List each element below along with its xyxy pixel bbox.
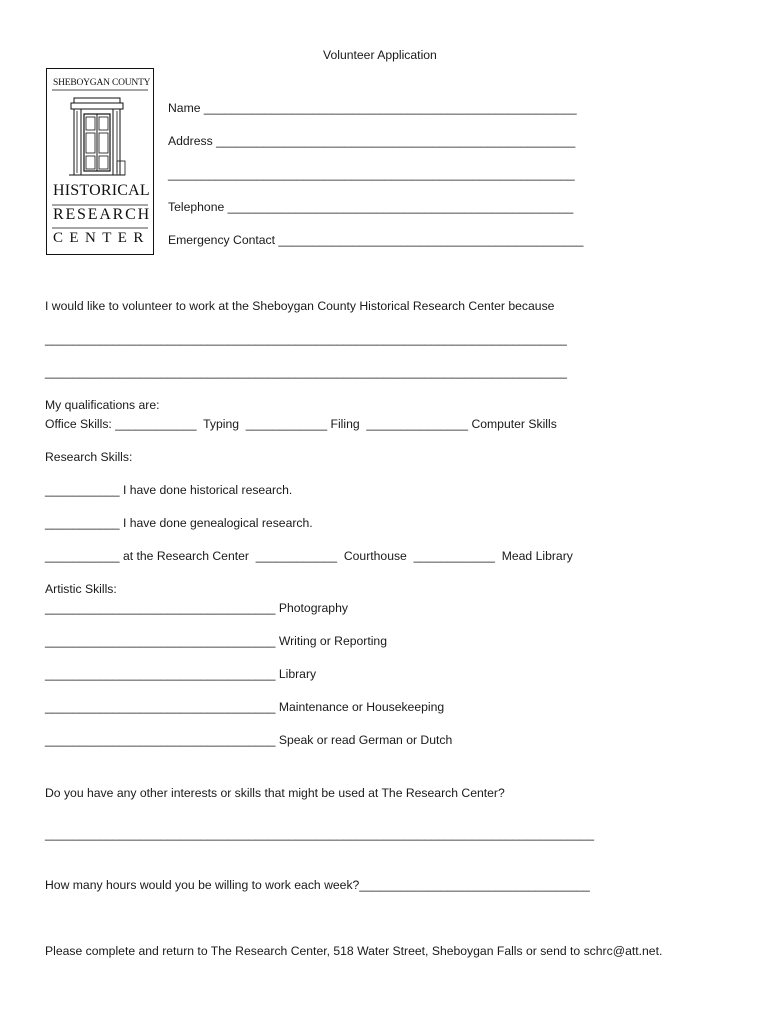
artistic-item-library[interactable]: __________________________________ Library bbox=[45, 667, 317, 681]
reason-line-2[interactable]: _____________________________________________________________________________ bbox=[45, 365, 567, 379]
other-interests-question: Do you have any other interests or skills that might be used at The Research Center? bbox=[45, 786, 505, 800]
emergency-contact-field[interactable]: Emergency Contact _____________________________________________ bbox=[168, 233, 584, 247]
page-title: Volunteer Application bbox=[323, 48, 437, 62]
logo-line-research: RESEARCH bbox=[53, 206, 151, 223]
logo-county: SHEBOYGAN COUNTY bbox=[53, 78, 151, 88]
name-field[interactable]: Name _______________________________________________________ bbox=[168, 101, 577, 115]
address-field[interactable]: Address _____________________________________________________ bbox=[168, 134, 576, 148]
qualifications-heading: My qualifications are: bbox=[45, 398, 160, 412]
other-interests-line[interactable]: _________________________________________________________________________________ bbox=[45, 827, 595, 841]
return-instructions: Please complete and return to The Research Center, 518 Water Street, Sheboygan Falls or send to schrc@att.net. bbox=[45, 944, 663, 958]
reason-line-1[interactable]: _____________________________________________________________________________ bbox=[45, 332, 567, 346]
research-skills-heading: Research Skills: bbox=[45, 450, 133, 464]
artistic-item-maintenance[interactable]: __________________________________ Maintenance or Housekeeping bbox=[45, 700, 445, 714]
artistic-item-photography[interactable]: __________________________________ Photography bbox=[45, 601, 348, 615]
artistic-item-writing[interactable]: __________________________________ Writing or Reporting bbox=[45, 634, 387, 648]
logo-line-center: CENTER bbox=[53, 230, 150, 246]
genealogical-research-item[interactable]: ___________ I have done genealogical research. bbox=[45, 516, 313, 530]
telephone-field[interactable]: Telephone ___________________________________________________ bbox=[168, 200, 574, 214]
logo-line-historical: HISTORICAL bbox=[53, 182, 150, 199]
artistic-item-language[interactable]: __________________________________ Speak or read German or Dutch bbox=[45, 733, 453, 747]
research-location-row[interactable]: ___________ at the Research Center ____________ Courthouse ____________ Mead Library bbox=[45, 549, 573, 563]
office-skills-row[interactable]: Office Skills: ____________ Typing ____________ Filing _______________ Computer Skills bbox=[45, 417, 557, 431]
research-center-logo bbox=[46, 68, 154, 255]
volunteer-reason-prompt: I would like to volunteer to work at the Sheboygan County Historical Research Center because bbox=[45, 299, 555, 313]
building-doorway-icon bbox=[47, 69, 153, 254]
artistic-skills-heading: Artistic Skills: bbox=[45, 582, 117, 596]
hours-question-field[interactable]: How many hours would you be willing to work each week?__________________________________ bbox=[45, 878, 590, 892]
historical-research-item[interactable]: ___________ I have done historical research. bbox=[45, 483, 293, 497]
address-line2-field[interactable]: ____________________________________________________________ bbox=[168, 167, 575, 181]
